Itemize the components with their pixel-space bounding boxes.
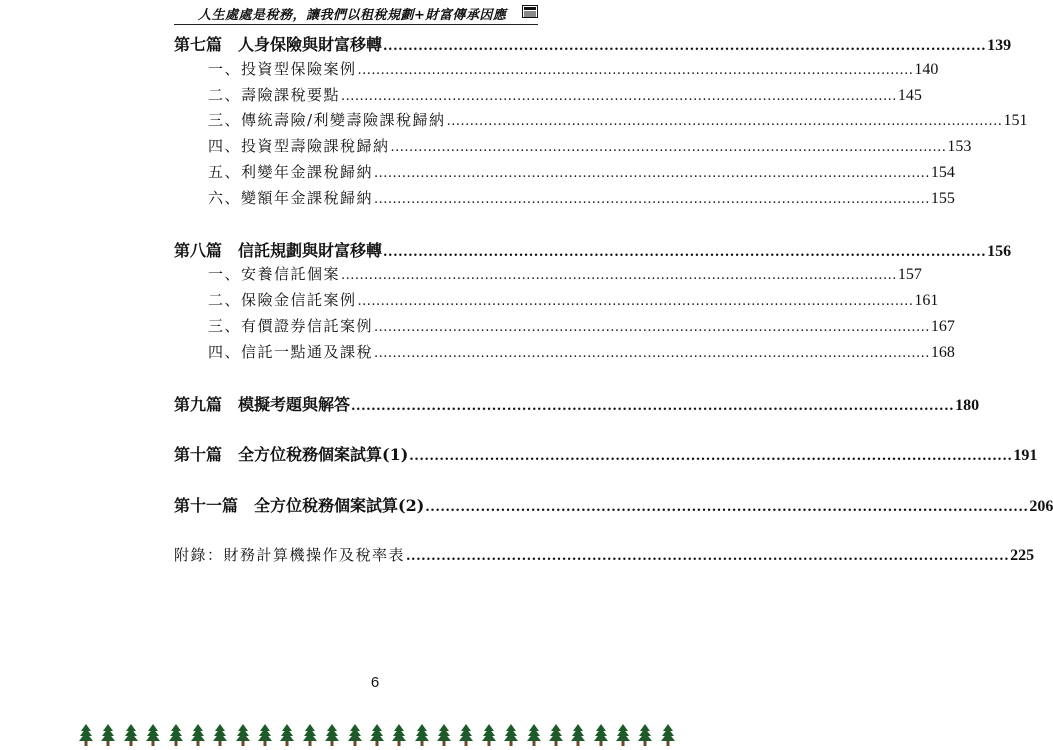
toc-subentry[interactable] <box>174 84 922 110</box>
toc-entry-label: 四、投資型壽險課稅歸納 <box>208 137 390 156</box>
toc-entry-label: 第九篇 模擬考題與解答 <box>174 394 351 414</box>
tree-icon <box>481 724 497 746</box>
tree-icon <box>391 724 407 746</box>
section-gap <box>174 417 538 442</box>
dot-leader: ........................................................................................................................ <box>374 345 930 361</box>
dot-leader: ........................................................................................................................ <box>351 398 955 414</box>
toc-subentry[interactable] <box>174 58 939 84</box>
dot-leader: ........................................................................................................................ <box>374 165 930 181</box>
tree-icon <box>212 724 228 746</box>
tree-icon <box>347 724 363 746</box>
tree-icon <box>78 724 94 746</box>
tree-icon <box>615 724 631 746</box>
toc-entry-label: 第八篇 信託規劃與財富移轉 <box>174 240 383 260</box>
tree-icon <box>324 724 340 746</box>
toc-subentry[interactable] <box>174 315 955 341</box>
tree-icon <box>302 724 318 746</box>
toc-entry-label: 一、安養信託個案 <box>208 265 341 284</box>
tree-icon <box>369 724 385 746</box>
toc-entry[interactable] <box>174 442 1038 468</box>
toc-page-number: 151 <box>1003 112 1028 130</box>
toc-page-number: 180 <box>955 396 980 414</box>
toc-subentry[interactable] <box>174 341 955 367</box>
section-gap <box>174 519 538 544</box>
dot-leader: ........................................................................................................................ <box>409 449 1013 465</box>
toc-subentry[interactable] <box>174 289 939 315</box>
dot-leader: ........................................................................................................................ <box>357 62 914 78</box>
tree-icon <box>257 724 273 746</box>
dot-leader: ........................................................................................................................ <box>374 319 930 335</box>
toc-page-number: 145 <box>897 86 922 104</box>
tree-icon <box>637 724 653 746</box>
toc-page-number: 156 <box>987 242 1012 260</box>
dot-leader: ........................................................................................................................ <box>341 268 897 284</box>
toc-page-number: 139 <box>987 37 1012 54</box>
book-icon <box>522 5 538 18</box>
toc-entry[interactable] <box>174 238 1012 264</box>
toc-entry[interactable] <box>174 392 980 418</box>
dot-leader: ........................................................................................................................ <box>383 244 987 260</box>
tree-icon <box>100 724 116 746</box>
toc-page-number: 225 <box>1010 546 1035 564</box>
section-gap <box>174 367 538 392</box>
toc-page-number: 167 <box>930 317 955 335</box>
toc-subentry[interactable] <box>174 135 972 161</box>
dot-leader: ........................................................................................................................ <box>446 114 1003 130</box>
toc-entry-label: 附錄：財務計算機操作及稅率表 <box>174 545 406 564</box>
dot-leader: ........................................................................................................................ <box>406 548 1010 564</box>
dot-leader: ........................................................................................................................ <box>383 39 987 54</box>
tree-icon <box>190 724 206 746</box>
toc-entry-label: 五、利變年金課稅歸納 <box>208 162 374 181</box>
tree-icon <box>168 724 184 746</box>
dot-leader: ........................................................................................................................ <box>425 500 1029 516</box>
toc-subentry[interactable] <box>174 187 955 213</box>
toc-entry-label: 二、壽險課稅要點 <box>208 85 341 104</box>
toc-page-number: 191 <box>1013 447 1038 465</box>
tree-icon <box>279 724 295 746</box>
tree-icon <box>503 724 519 746</box>
toc-page-number: 206 <box>1029 498 1053 516</box>
page-number: 6 <box>370 674 380 691</box>
table-of-contents <box>174 32 1053 570</box>
toc-entry-label: 三、有價證券信託案例 <box>208 316 374 335</box>
section-gap <box>174 213 538 238</box>
dot-leader: ........................................................................................................................ <box>357 294 914 310</box>
dot-leader: ........................................................................................................................ <box>374 191 930 207</box>
toc-entry[interactable] <box>174 493 1053 519</box>
toc-entry-label: 第十一篇 全方位稅務個案試算(2) <box>174 496 425 516</box>
tree-icon <box>548 724 564 746</box>
dot-leader: ........................................................................................................................ <box>390 140 947 156</box>
tree-icon <box>660 724 676 746</box>
tree-icon <box>414 724 430 746</box>
toc-page-number: 157 <box>897 266 922 284</box>
tree-icon <box>235 724 251 746</box>
toc-page-number: 161 <box>914 292 939 310</box>
toc-entry-label: 六、變額年金課稅歸納 <box>208 188 374 207</box>
tree-icon <box>458 724 474 746</box>
header-rule <box>174 24 538 25</box>
toc-subentry[interactable] <box>174 161 955 187</box>
toc-entry[interactable] <box>174 32 1012 58</box>
header-title: 人生處處是稅務，讓我們以租稅規劃+財富傳承因應 <box>198 8 507 23</box>
section-gap <box>174 468 538 493</box>
toc-page-number: 140 <box>914 60 939 78</box>
tree-icon <box>436 724 452 746</box>
toc-subentry[interactable] <box>174 263 922 289</box>
toc-entry-label: 四、信託一點通及課稅 <box>208 342 374 361</box>
tree-icon <box>593 724 609 746</box>
toc-entry-label: 三、傳統壽險/利變壽險課稅歸納 <box>208 111 446 130</box>
running-header <box>174 4 538 24</box>
footer-decoration <box>78 724 676 748</box>
toc-page-number: 153 <box>947 138 972 156</box>
tree-icon <box>145 724 161 746</box>
toc-page-number: 154 <box>930 163 955 181</box>
toc-entry-label: 二、保險金信託案例 <box>208 291 357 310</box>
tree-icon <box>570 724 586 746</box>
toc-entry-label: 第十篇 全方位稅務個案試算(1) <box>174 445 409 465</box>
toc-page-number: 168 <box>930 343 955 361</box>
toc-page-number: 155 <box>930 189 955 207</box>
toc-subentry[interactable] <box>174 109 1028 135</box>
dot-leader: ........................................................................................................................ <box>341 88 897 104</box>
toc-entry-label: 第七篇 人身保險與財富移轉 <box>174 35 383 54</box>
tree-icon <box>123 724 139 746</box>
toc-entry[interactable] <box>174 544 1035 570</box>
tree-icon <box>526 724 542 746</box>
toc-entry-label: 一、投資型保險案例 <box>208 59 357 78</box>
